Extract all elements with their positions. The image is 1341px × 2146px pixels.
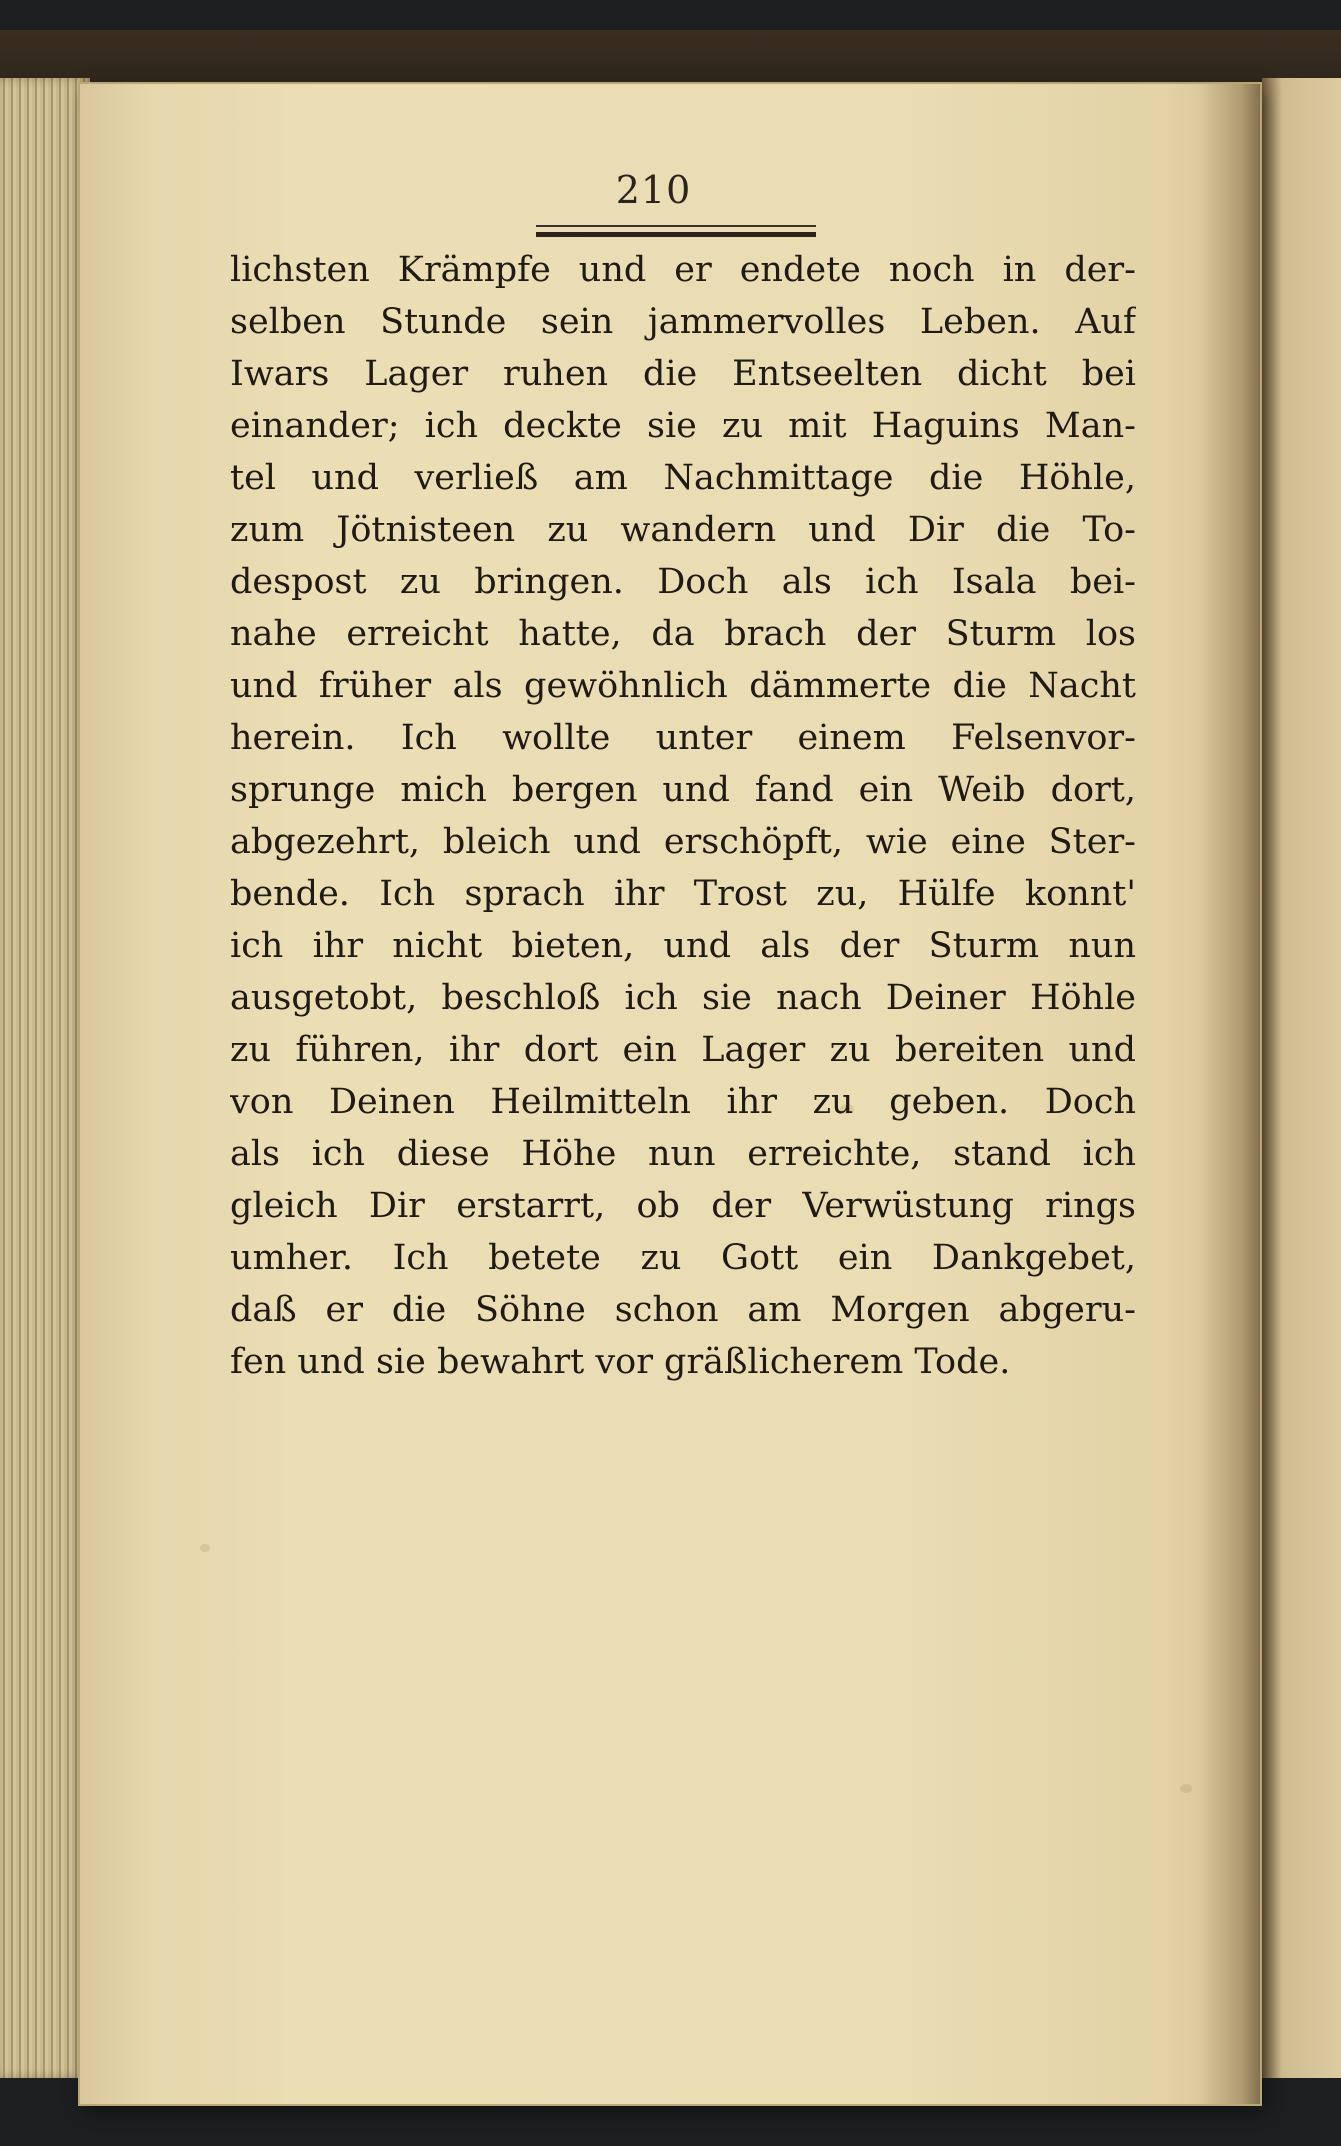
header-rule-thin [536,225,816,227]
text-line: ausgetobt, beschloß ich sie nach Deiner Höhle [230,978,1136,1018]
text-line: gleich Dir erstarrt, ob der Verwüstung rings [230,1186,1136,1226]
page-stack-edge [0,78,90,2078]
text-line: selben Stunde sein jammervolles Leben. Auf [230,302,1136,342]
foxing-spot [200,1544,210,1552]
text-line: abgezehrt, bleich und erschöpft, wie eine Ster- [230,822,1136,862]
text-line: daß er die Söhne schon am Morgen abgeru- [230,1290,1136,1330]
text-line: als ich diese Höhe nun erreichte, stand ich [230,1134,1136,1174]
text-line: umher. Ich betete zu Gott ein Dankgebet, [230,1238,1136,1278]
text-line: zum Jötnisteen zu wandern und Dir die To- [230,510,1136,550]
text-line: zu führen, ihr dort ein Lager zu bereiten und [230,1030,1136,1070]
page-number [0,168,1341,212]
text-line: sprunge mich bergen und fand ein Weib dort, [230,770,1136,810]
foxing-spot [1180,1784,1192,1793]
text-line: ich ihr nicht bieten, und als der Sturm nun [230,926,1136,966]
page-number-text: 210 [615,168,692,212]
text-line: herein. Ich wollte unter einem Felsenvor- [230,718,1136,758]
text-line: despost zu bringen. Doch als ich Isala bei- [230,562,1136,602]
text-line: lichsten Krämpfe und er endete noch in der- [230,250,1136,290]
header-rule-thick [536,232,816,237]
text-line: einander; ich deckte sie zu mit Haguins Man- [230,406,1136,446]
text-line: tel und verließ am Nachmittage die Höhle, [230,458,1136,498]
binding-shadow [1200,84,1260,2104]
text-line: nahe erreicht hatte, da brach der Sturm los [230,614,1136,654]
body-text [230,244,1136,1388]
text-line: Iwars Lager ruhen die Entseelten dicht bei [230,354,1136,394]
text-line: von Deinen Heilmitteln ihr zu geben. Doch [230,1082,1136,1122]
facing-page-edge [1262,78,1341,2078]
text-line: und früher als gewöhnlich dämmerte die Nacht [230,666,1136,706]
text-line: fen und sie bewahrt vor gräßlicherem Tode. [230,1342,1011,1382]
text-line: bende. Ich sprach ihr Trost zu, Hülfe konnt' [230,874,1136,914]
